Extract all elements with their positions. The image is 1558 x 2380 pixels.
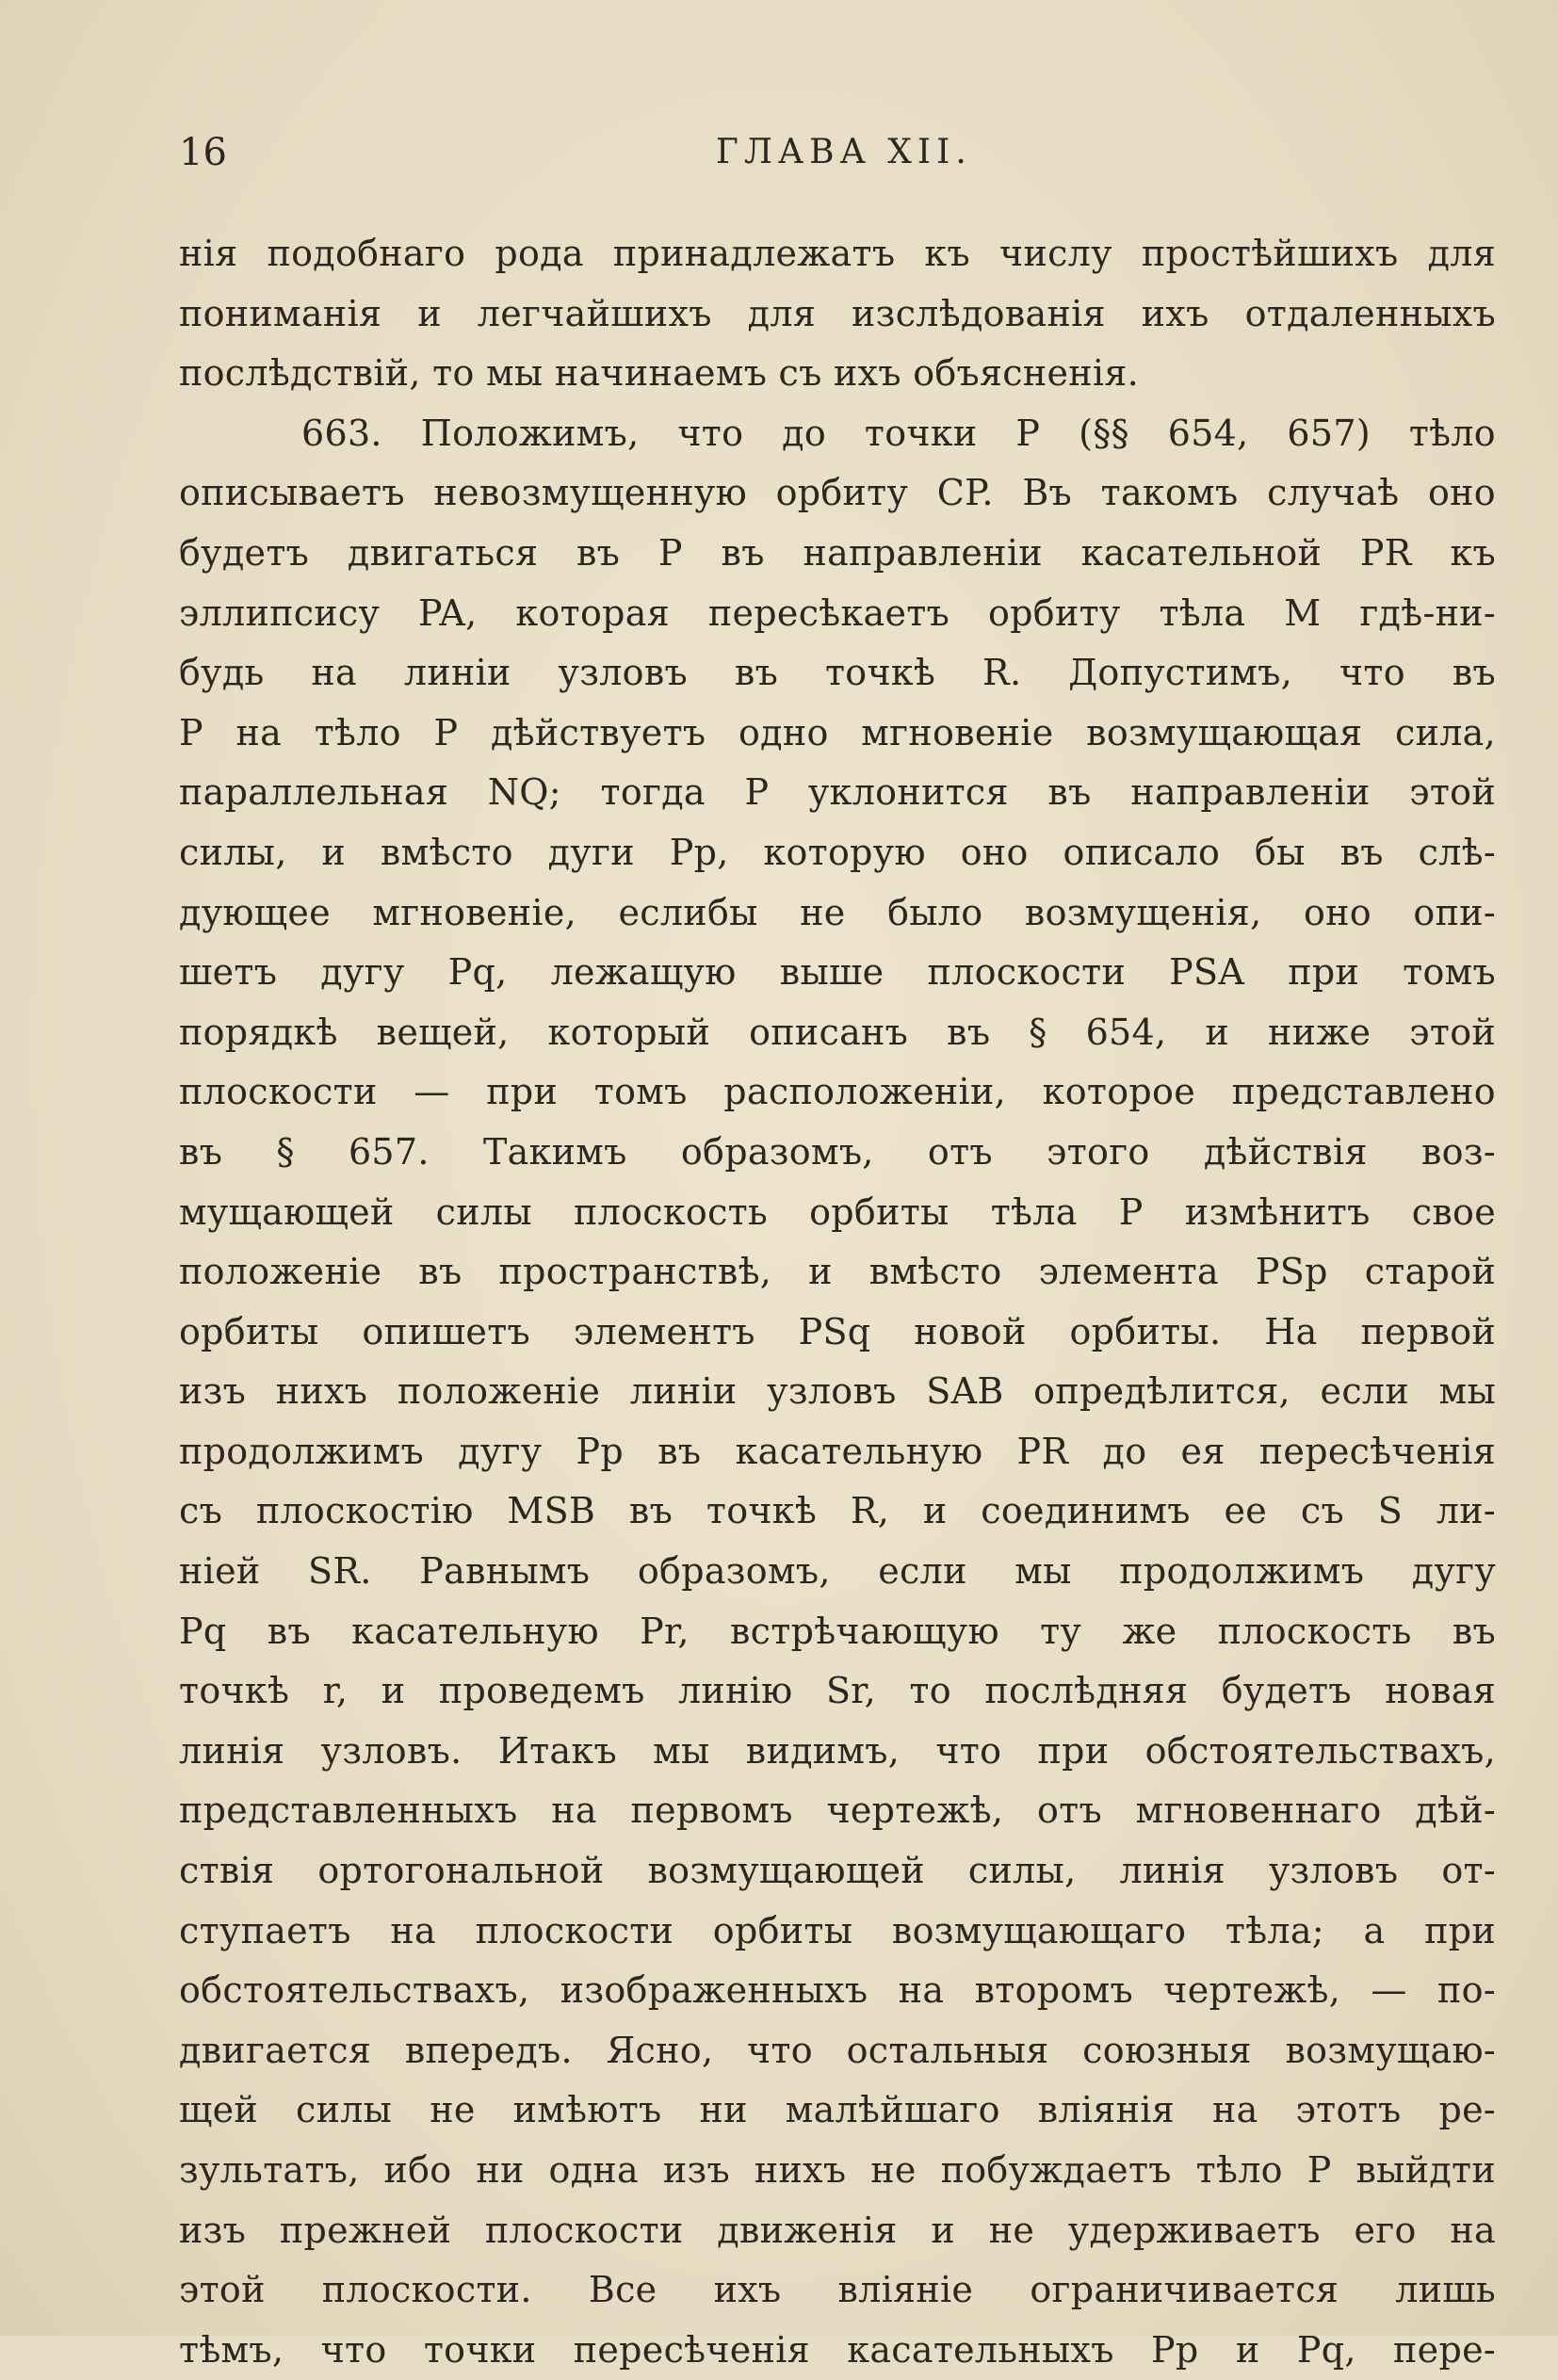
text-line: изъ нихъ положеніе линіи узловъ SAB опредѣлится, если мы [179,1370,1496,1413]
body-text [179,224,1496,2380]
page-number: 16 [179,131,227,174]
text-line: нія подобнаго рода принадлежатъ къ числу простѣйшихъ для [179,233,1496,274]
text-line: зультатъ, ибо ни одна изъ нихъ не побуждаетъ тѣло P выйдти [179,2149,1496,2191]
text-line: шетъ дугу Pq, лежащую выше плоскости PSA при томъ [179,951,1496,994]
text-line: обстоятельствахъ, изображенныхъ на второмъ чертежѣ, — по- [179,1969,1496,2012]
text-line: дующее мгновеніе, еслибы не было возмущенія, оно опи- [179,891,1496,933]
paragraph-start-line: 663. Положимъ, что до точки P (§§ 654, 657) тѣло [301,412,1496,454]
text-line: Pq въ касательную Pr, встрѣчающую ту же плоскость въ [179,1610,1496,1652]
text-line: изъ прежней плоскости движенія и не удерживаетъ его на [179,2209,1496,2251]
text-line: будь на линіи узловъ въ точкѣ R. Допустимъ, что въ [179,652,1496,694]
text-line: параллельная NQ; тогда P уклонится въ направленіи этой [179,771,1496,814]
chapter-title: ГЛАВА XII. [716,133,972,171]
text-line: двигается впередъ. Ясно, что остальныя союзныя возмущаю- [179,2029,1496,2071]
text-line: ствія ортогональной возмущающей силы, линія узловъ от- [179,1850,1496,1892]
text-line: мущающей силы плоскость орбиты тѣла P измѣнитъ свое [179,1190,1496,1233]
text-line: будетъ двигаться въ P въ направленіи касательной PR къ [179,531,1496,574]
text-line: описываетъ невозмущенную орбиту CP. Въ такомъ случаѣ оно [179,472,1496,514]
text-line: порядкѣ вещей, который описанъ въ § 654, и ниже этой [179,1011,1496,1053]
text-line: пониманія и легчайшихъ для изслѣдованія ихъ отдаленныхъ [179,292,1496,334]
text-line: положеніе въ пространствѣ, и вмѣсто элемента PSp старой [179,1251,1496,1293]
text-line: этой плоскости. Все ихъ вліяніе ограничивается лишь [179,2269,1496,2311]
text-line: силы, и вмѣсто дуги Pp, которую оно описало бы въ слѣ- [179,831,1496,873]
running-head [179,124,1341,181]
text-line: эллипсису PA, которая пересѣкаетъ орбиту тѣла M гдѣ-ни- [179,591,1496,634]
text-line: послѣдствій, то мы начинаемъ съ ихъ объясненія. [179,352,1140,395]
text-line: тѣмъ, что точки пересѣченія касательныхъ Pp и Pq, пере- [179,2328,1496,2371]
text-line: точкѣ r, и проведемъ линію Sr, то послѣдняя будетъ новая [179,1670,1496,1712]
text-line: орбиты опишетъ элементъ PSq новой орбиты. На первой [179,1310,1496,1352]
text-line: представленныхъ на первомъ чертежѣ, отъ мгновеннаго дѣй- [179,1789,1496,1832]
text-line: ступаетъ на плоскости орбиты возмущающаго тѣла; а при [179,1909,1496,1951]
text-line: ніей SR. Равнымъ образомъ, если мы продолжимъ дугу [179,1550,1496,1593]
text-line: плоскости — при томъ расположеніи, которое представлено [179,1071,1496,1113]
text-line: въ § 657. Такимъ образомъ, отъ этого дѣйствія воз- [179,1130,1496,1173]
text-line: щей силы не имѣютъ ни малѣйшаго вліянія на этотъ ре- [179,2089,1496,2131]
text-line: линія узловъ. Итакъ мы видимъ, что при обстоятельствахъ, [179,1729,1496,1772]
text-line: P на тѣло P дѣйствуетъ одно мгновеніе возмущающая сила, [179,711,1496,753]
text-line: продолжимъ дугу Pp въ касательную PR до ея пересѣченія [179,1430,1496,1472]
text-line: съ плоскостію MSB въ точкѣ R, и соединимъ ее съ S ли- [179,1490,1496,1532]
